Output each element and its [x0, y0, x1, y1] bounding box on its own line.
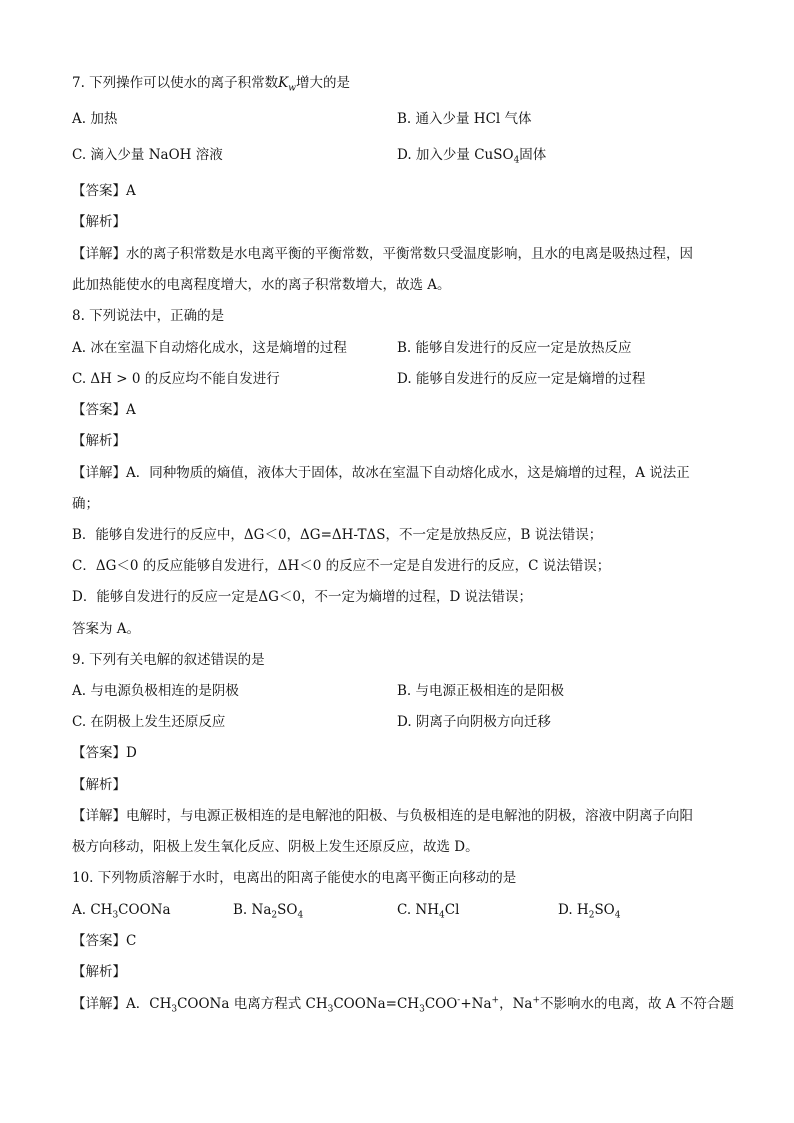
q8-detail-line-4: C．ΔG＜0 的反应能够自发进行，ΔH＜0 的反应不一定是自发进行的反应，C 说法错误；: [72, 558, 611, 574]
q7-analysis-label: 【解析】: [72, 214, 126, 230]
q8-answer: 【答案】A: [72, 402, 136, 418]
q10-analysis-label: 【解析】: [72, 964, 126, 980]
q7-answer: 【答案】A: [72, 183, 136, 199]
q10-stem: 10. 下列物质溶解于水时，电离出的阳离子能使水的电离平衡正向移动的是: [72, 870, 517, 886]
q7-option-b: B. 通入少量 HCl 气体: [397, 111, 532, 127]
q9-detail-line-2: 极方向移动，阳极上发生氧化反应、阴极上发生还原反应，故选 D。: [72, 839, 479, 855]
q10-answer: 【答案】C: [72, 933, 137, 949]
q9-detail-line-1: 【详解】电解时，与电源正极相连的是电解池的阳极、与负极相连的是电解池的阴极，溶液中阴离子向阳: [72, 808, 693, 824]
q8-detail-line-3: B．能够自发进行的反应中，ΔG＜0，ΔG=ΔH-TΔS，不一定是放热反应，B 说法错误；: [72, 527, 603, 543]
kw-symbol: $K_w$: [278, 75, 296, 94]
q8-stem: 8. 下列说法中，正确的是: [72, 308, 225, 324]
q8-detail-line-5: D．能够自发进行的反应一定是ΔG＜0，不一定为熵增的过程，D 说法错误；: [72, 589, 533, 605]
q8-option-c: C. ΔH > 0 的反应均不能自发进行: [72, 371, 280, 387]
q10-option-a: A. $CH_3COONa$: [72, 902, 171, 921]
q8-detail-line-1: 【详解】A．同种物质的熵值，液体大于固体，故冰在室温下自动熔化成水，这是熵增的过程，A 说法正: [72, 465, 690, 481]
q7-option-d: D. 加入少量 CuSO$_4$固体: [397, 147, 547, 166]
q7-detail-line-1: 【详解】水的离子积常数是水电离平衡的平衡常数，平衡常数只受温度影响，且水的电离是吸热过程，因: [72, 246, 693, 262]
q9-option-a: A. 与电源负极相连的是阴极: [72, 683, 239, 699]
q7-option-a: A. 加热: [72, 111, 118, 127]
q8-option-a: A. 冰在室温下自动熔化成水，这是熵增的过程: [72, 340, 347, 356]
q9-stem: 9. 下列有关电解的叙述错误的是: [72, 652, 265, 668]
q8-conclusion: 答案为 A。: [72, 621, 141, 637]
q8-detail-line-2: 确；: [72, 496, 99, 512]
q9-option-c: C. 在阴极上发生还原反应: [72, 714, 226, 730]
q9-answer: 【答案】D: [72, 745, 137, 761]
q10-detail-line-1: 【详解】A．$CH_3COONa$ 电离方程式 $CH_3COONa=CH_3COO^-+Na^+$，Na+不影响水的电离，故 A 不符合题: [72, 995, 734, 1015]
q7-detail-line-2: 此加热能使水的电离程度增大，水的离子积常数增大，故选 A。: [72, 277, 451, 293]
q10-option-c: C. $NH_4Cl$: [397, 902, 460, 921]
q10-option-b: B. $Na_2SO_4$: [233, 902, 304, 921]
q8-analysis-label: 【解析】: [72, 433, 126, 449]
q7-stem: 7. 下列操作可以使水的离子积常数$K_w$增大的是: [72, 75, 350, 94]
q9-option-d: D. 阴离子向阴极方向迁移: [397, 714, 551, 730]
q9-analysis-label: 【解析】: [72, 777, 126, 793]
q8-option-b: B. 能够自发进行的反应一定是放热反应: [397, 340, 632, 356]
q9-option-b: B. 与电源正极相连的是阳极: [397, 683, 565, 699]
q7-option-c: C. 滴入少量 NaOH 溶液: [72, 147, 223, 163]
q8-option-d: D. 能够自发进行的反应一定是熵增的过程: [397, 371, 646, 387]
q10-option-d: D. $H_2SO_4$: [558, 902, 621, 921]
